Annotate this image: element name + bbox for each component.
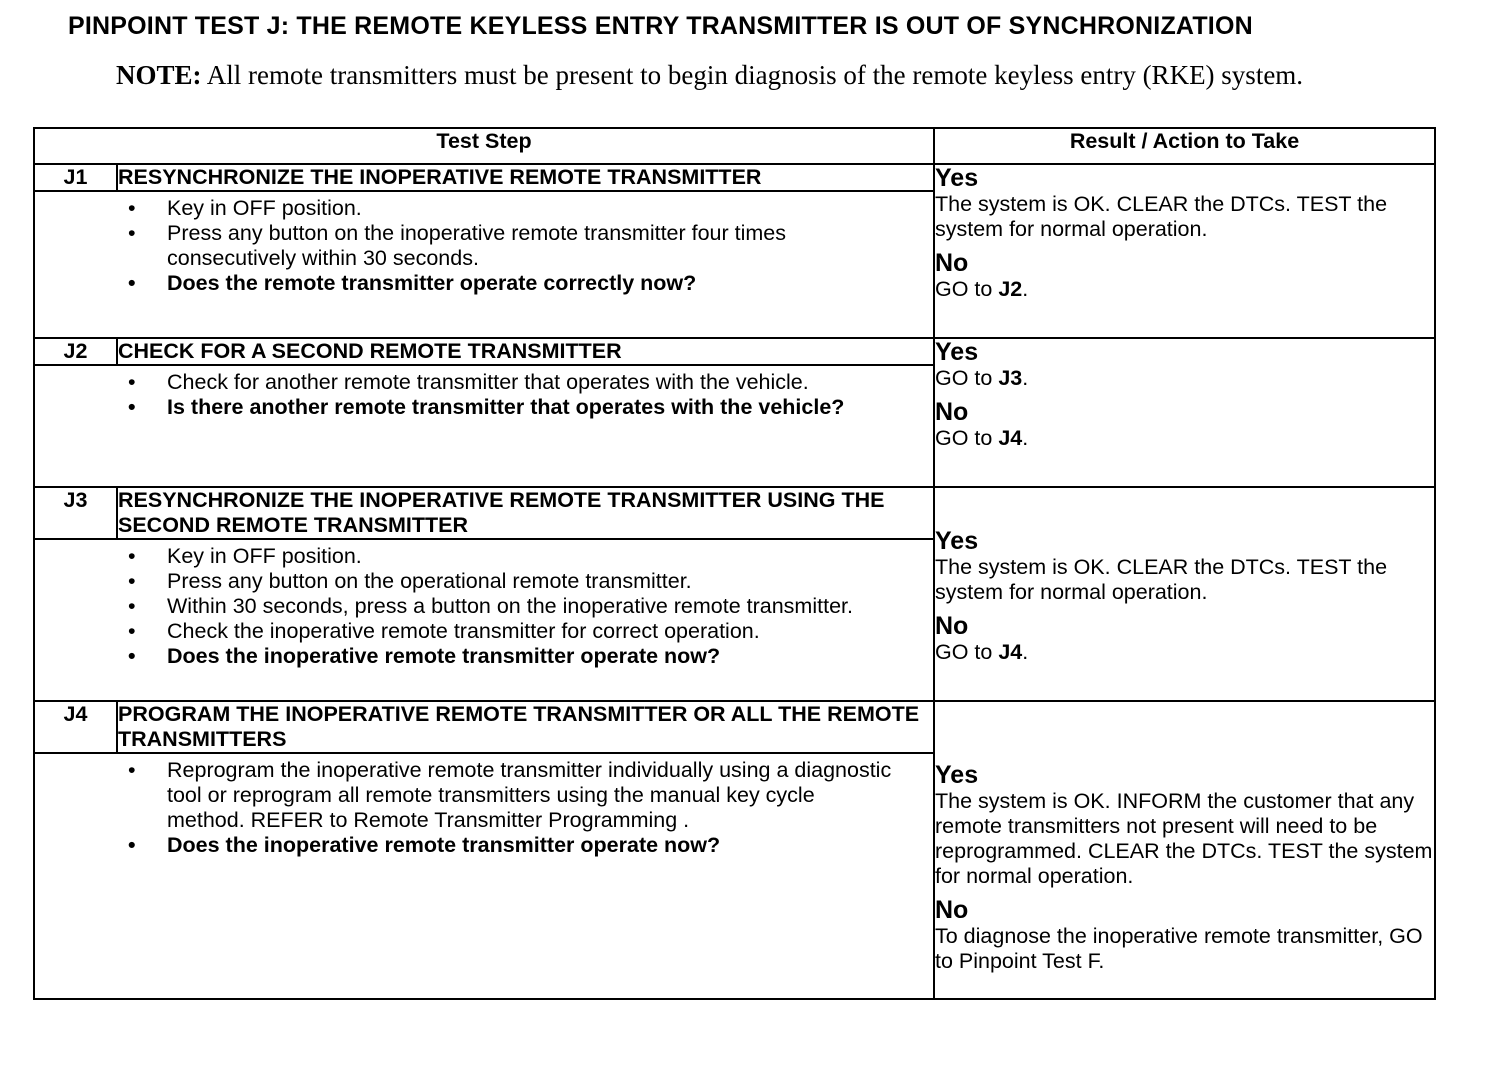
bullet-dot: • (128, 619, 136, 643)
no-label: No (935, 249, 969, 277)
note (116, 60, 1346, 90)
no-label: No (935, 612, 969, 640)
bullet-item: • Key in OFF position. (128, 196, 362, 220)
step-instructions (34, 191, 934, 338)
step-id: J4 (34, 701, 117, 753)
step-title-row (34, 487, 1435, 539)
step-instructions (34, 539, 934, 701)
bullet-item: • Within 30 seconds, press a button on the inoperative remote transmitter. (128, 594, 853, 618)
yes-action: The system is OK. CLEAR the DTCs. TEST the system for normal operation. (935, 192, 1388, 241)
bullet-dot: • (128, 569, 136, 593)
step-instructions (34, 753, 934, 999)
step-result (934, 338, 1435, 487)
step-ref: J3 (998, 366, 1023, 390)
yes-label: Yes (935, 527, 979, 555)
bullet-question: • Is there another remote transmitter that operates with the vehicle? (128, 395, 845, 419)
no-action: GO to J2. (935, 277, 1029, 301)
bullet-dot: • (128, 758, 136, 782)
no-action: GO to J4. (935, 426, 1029, 450)
page-title: PINPOINT TEST J: THE REMOTE KEYLESS ENTRY TRANSMITTER IS OUT OF SYNCHRONIZATION (68, 12, 1253, 40)
note-label: NOTE: (116, 60, 202, 90)
bullet-item: • Check the inoperative remote transmitter for correct operation. (128, 619, 760, 643)
step-id: J1 (34, 164, 117, 191)
step-ref: J4 (998, 426, 1023, 450)
header-result-action: Result / Action to Take (934, 128, 1435, 164)
table-header-row (34, 128, 1435, 164)
bullet-item: • Check for another remote transmitter that operates with the vehicle. (128, 370, 809, 394)
step-result (934, 164, 1435, 338)
bullet-dot: • (128, 271, 136, 295)
bullet-question: • Does the inoperative remote transmitter operate now? (128, 833, 721, 857)
pinpoint-test-table (33, 127, 1436, 1000)
step-title-row (34, 164, 1435, 191)
step-title: RESYNCHRONIZE THE INOPERATIVE REMOTE TRANSMITTER USING THE SECOND REMOTE TRANSMITTER (117, 487, 934, 539)
bullet-question: • Does the remote transmitter operate correctly now? (128, 271, 697, 295)
bullet-item: • Key in OFF position. (128, 544, 362, 568)
step-id: J2 (34, 338, 117, 365)
step-instructions (34, 365, 934, 487)
step-id: J3 (34, 487, 117, 539)
no-action: GO to J4. (935, 640, 1029, 664)
step-ref: J4 (998, 640, 1023, 664)
header-test-step: Test Step (34, 128, 934, 164)
yes-action: The system is OK. CLEAR the DTCs. TEST the system for normal operation. (935, 555, 1388, 604)
step-title: PROGRAM THE INOPERATIVE REMOTE TRANSMITTER OR ALL THE REMOTE TRANSMITTERS (117, 701, 934, 753)
step-result (934, 487, 1435, 701)
bullet-dot: • (128, 594, 136, 618)
bullet-dot: • (128, 395, 136, 419)
step-result (934, 701, 1435, 999)
bullet-item: • Press any button on the operational remote transmitter. (128, 569, 692, 593)
yes-action: GO to J3. (935, 366, 1029, 390)
bullet-dot: • (128, 644, 136, 668)
step-title: CHECK FOR A SECOND REMOTE TRANSMITTER (117, 338, 934, 365)
bullet-dot: • (128, 370, 136, 394)
no-action: To diagnose the inoperative remote transmitter, GO to Pinpoint Test F. (935, 924, 1423, 973)
note-text: All remote transmitters must be present to begin diagnosis of the remote keyless entry (RKE) system. (206, 60, 1304, 90)
yes-action: The system is OK. INFORM the customer that any remote transmitters not present will need to be reprogrammed. CLEAR the DTCs. TEST the system for normal operation. (935, 789, 1433, 888)
yes-label: Yes (935, 338, 979, 366)
yes-label: Yes (935, 164, 979, 192)
bullet-question: • Does the inoperative remote transmitter operate now? (128, 644, 721, 668)
yes-label: Yes (935, 761, 979, 789)
bullet-dot: • (128, 544, 136, 568)
bullet-dot: • (128, 833, 136, 857)
bullet-dot: • (128, 221, 136, 245)
step-ref: J2 (998, 277, 1023, 301)
no-label: No (935, 398, 969, 426)
step-title-row (34, 701, 1435, 753)
step-title: RESYNCHRONIZE THE INOPERATIVE REMOTE TRANSMITTER (117, 164, 934, 191)
bullet-item: • Reprogram the inoperative remote transmitter individually using a diagnostic tool or reprogram all remote transmitters using the manual key cycle method. REFER to Remote Transmitter Programming . (128, 758, 892, 832)
bullet-dot: • (128, 196, 136, 220)
bullet-item: • Press any button on the inoperative remote transmitter four times consecutively within 30 seconds. (128, 221, 787, 270)
no-label: No (935, 896, 969, 924)
step-title-row (34, 338, 1435, 365)
